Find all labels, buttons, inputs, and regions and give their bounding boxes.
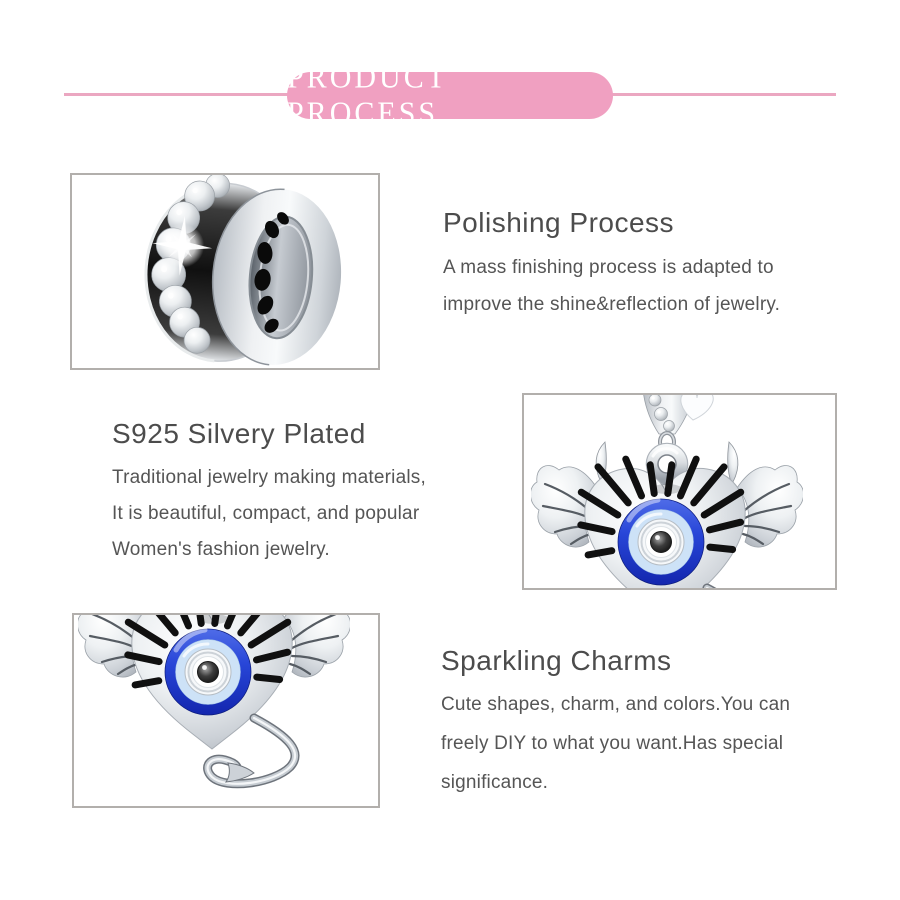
s925-section bbox=[112, 417, 426, 568]
s925-line-3: Women's fashion jewelry. bbox=[112, 539, 330, 560]
s925-line-2: It is beautiful, compact, and popular bbox=[112, 503, 420, 524]
polishing-process-heading: Polishing Process bbox=[443, 207, 675, 238]
page-title: PRODUCT PROCESS bbox=[287, 59, 448, 131]
s925-line-1: Traditional jewelry making materials, bbox=[112, 467, 426, 488]
evil-eye-winged-heart-charm-photo bbox=[531, 395, 803, 588]
sparkling-charms-section bbox=[441, 644, 790, 802]
sparkling-line-3: significance. bbox=[441, 772, 549, 793]
polishing-line-1: A mass finishing process is adapted to bbox=[443, 257, 774, 278]
s925-heading: S925 Silvery Plated bbox=[112, 418, 366, 449]
sparkling-heading: Sparkling Charms bbox=[441, 645, 672, 676]
silver-spacer-charm-photo bbox=[72, 175, 378, 368]
heart-charm-lower-photo-frame bbox=[72, 613, 380, 808]
heart-charm-upper-photo-frame bbox=[522, 393, 837, 590]
polishing-process-section bbox=[443, 206, 780, 323]
sparkling-line-1: Cute shapes, charm, and colors.You can bbox=[441, 694, 791, 715]
polishing-line-2: improve the shine&reflection of jewelry. bbox=[443, 294, 781, 315]
sparkling-line-2: freely DIY to what you want.Has special bbox=[441, 733, 784, 754]
spacer-charm-photo-frame bbox=[70, 173, 380, 370]
banner-pill bbox=[287, 59, 613, 131]
evil-eye-heart-tail-charm-photo bbox=[78, 615, 350, 806]
